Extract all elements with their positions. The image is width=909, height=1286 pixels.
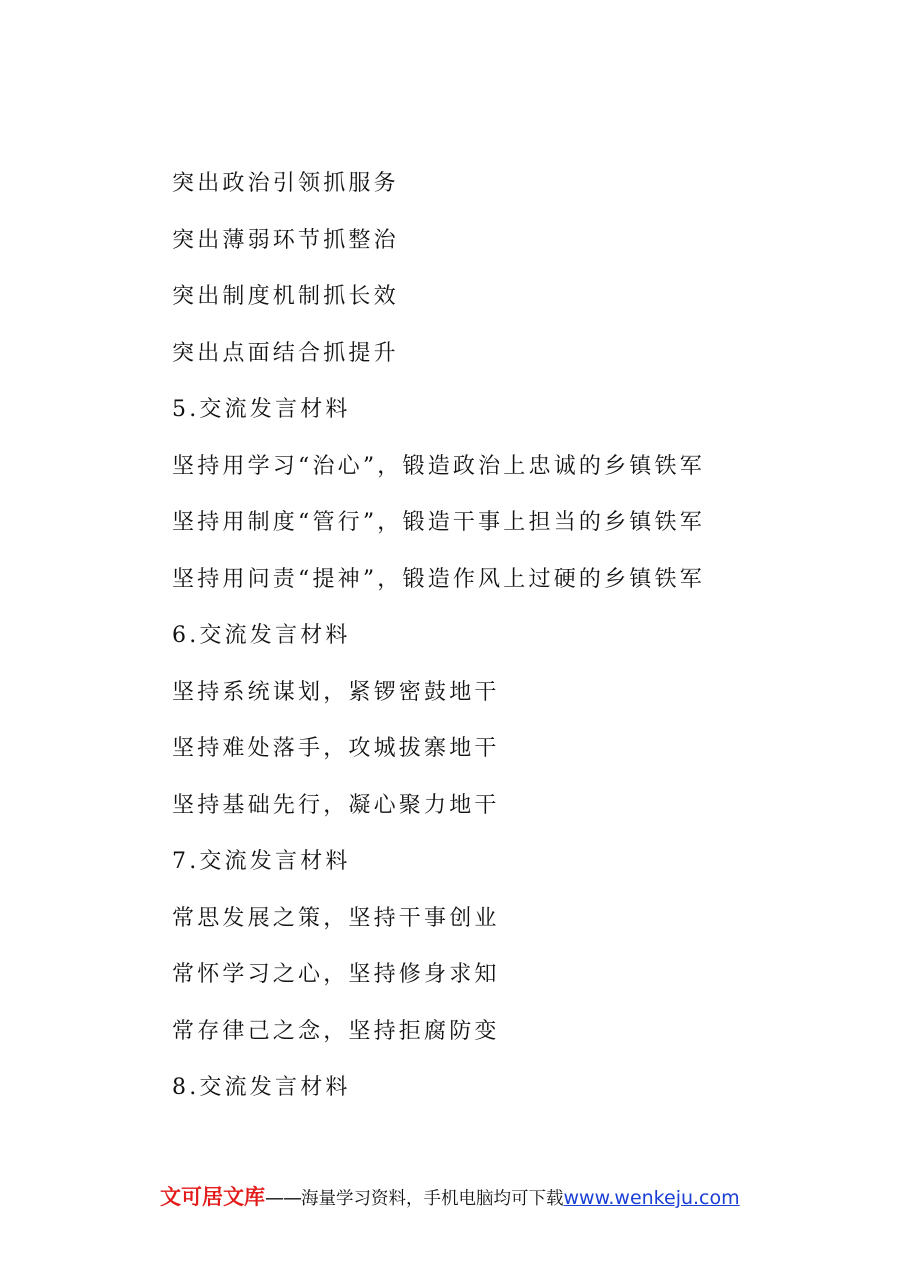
- text-line: 坚持基础先行，凝心聚力地干: [172, 792, 500, 818]
- text-line: 坚持用制度“管行”，锻造干事上担当的乡镇铁军: [172, 510, 705, 535]
- text-line: 坚持用学习“治心”，锻造政治上忠诚的乡镇铁军: [172, 453, 705, 479]
- document-body: [172, 162, 852, 1123]
- text-line: 常思发展之策，坚持干事创业: [172, 905, 500, 931]
- section-heading: 7.交流发言材料: [172, 849, 351, 874]
- text-line: 坚持难处落手，攻城拔寨地干: [172, 736, 500, 761]
- footer-tagline: 海量学习资料，手机电脑均可下载: [301, 1189, 564, 1209]
- text-line: 坚持用问责“提神”，锻造作风上过硬的乡镇铁军: [172, 566, 705, 592]
- text-line: 坚持系统谋划，紧锣密鼓地干: [172, 679, 500, 705]
- text-line: 突出政治引领抓服务: [172, 171, 399, 196]
- footer-dash: ——: [265, 1187, 301, 1209]
- section-heading: 5.交流发言材料: [172, 397, 351, 422]
- footer-website-link[interactable]: www.wenkeju.com: [563, 1187, 740, 1209]
- footer-brand: 文可居文库: [160, 1185, 265, 1209]
- text-line: 突出制度机制抓长效: [172, 284, 399, 309]
- section-heading: 8.交流发言材料: [172, 1075, 351, 1100]
- footer-banner: [160, 1180, 740, 1214]
- text-line: 常怀学习之心，坚持修身求知: [172, 962, 500, 987]
- section-heading: 6.交流发言材料: [172, 623, 351, 648]
- text-line: 常存律己之念，坚持拒腐防变: [172, 1018, 500, 1044]
- text-line: 突出薄弱环节抓整治: [172, 227, 399, 253]
- text-line: 突出点面结合抓提升: [172, 340, 399, 366]
